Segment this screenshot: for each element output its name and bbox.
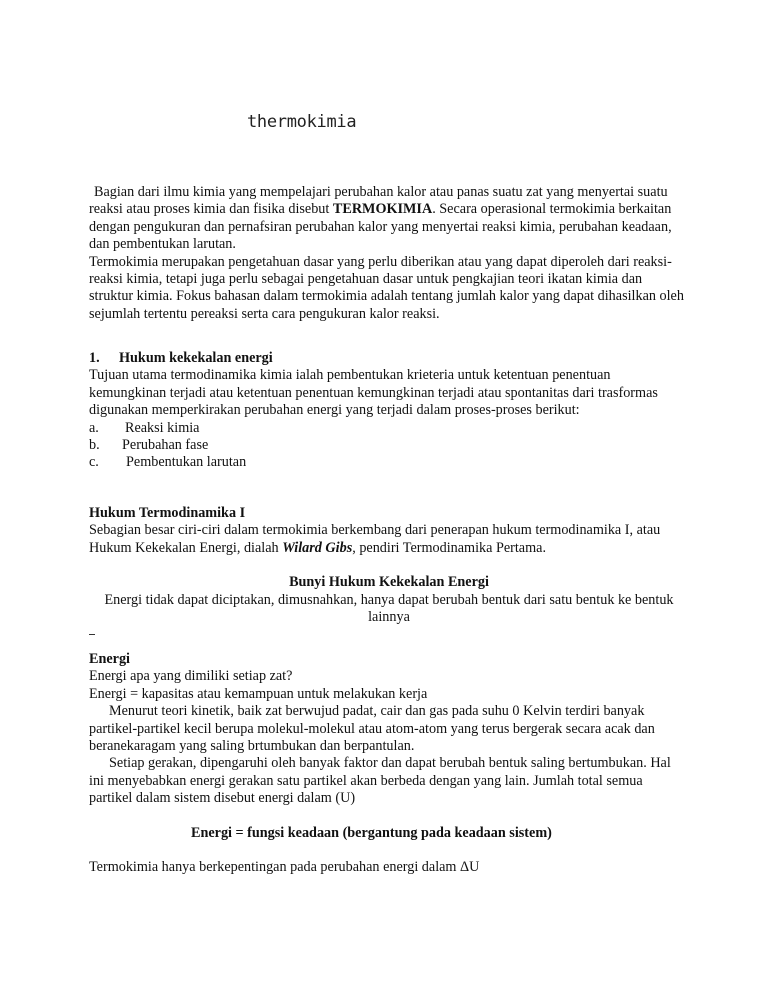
intro-text-a: Bagian dari ilmu kimia yang mempelajari perubahan kalor atau panas suatu zat yang menyertai suatu reaksi atau proses kimia dan fisika disebut — [89, 184, 668, 218]
section3-line1: Energi apa yang dimiliki setiap zat? — [89, 668, 293, 685]
intro-section — [89, 184, 689, 323]
section-energi — [89, 638, 689, 876]
list-item — [89, 437, 689, 454]
divider — [89, 634, 95, 635]
gibs-name: Wilard Gibs — [282, 539, 353, 556]
section3-para2: Setiap gerakan, dipengaruhi oleh banyak faktor dan dapat berubah bentuk saling bertumbukan. Hal ini menyebabkan energi gerakan satu partikel akan berbeda dengan yang lain. Jumlah total semua partikel dalam sistem disebut energi dalam (U) — [89, 755, 671, 807]
list-text: Reaksi kimia — [125, 419, 200, 436]
termokimia-term: TERMOKIMIA — [332, 201, 433, 218]
section3-para1: Menurut teori kinetik, baik zat berwujud padat, cair dan gas pada suhu 0 Kelvin terdiri banyak partikel-partikel kecil berupa molekul-molekul atau atom-atom yang terus bergerak secara acak dan beranekaragam yang saling brtumbukan dan berpantulan. — [89, 703, 655, 755]
list-item — [89, 420, 689, 437]
section1-number: 1. — [89, 350, 100, 366]
section2-text-b: , pendiri Termodinamika Pertama. — [352, 539, 546, 556]
section-termodinamika — [89, 505, 689, 626]
list-label: b. — [89, 437, 100, 454]
list-text: Perubahan fase — [122, 437, 209, 454]
document-title: thermokimia — [247, 112, 357, 132]
section3-last: Termokimia hanya berkepentingan pada perubahan energi dalam ΔU — [89, 859, 480, 876]
intro-paragraph-1 — [89, 184, 689, 254]
formula: Energi = fungsi keadaan (bergantung pada keadaan sistem) — [191, 824, 552, 841]
section3-line2: Energi = kapasitas atau kemampuan untuk melakukan kerja — [89, 685, 428, 702]
intro-text-b: . Secara operasional termokimia berkaitan dengan pengukuran dan pernafsiran perubahan kalor yang menyertai reaksi kimia, perubahan keadaan, dan pembentukan larutan. — [89, 201, 672, 253]
intro-paragraph-2: Termokimia merupakan pengetahuan dasar yang perlu diberikan atau yang dapat diperoleh dari reaksi-reaksi kimia, tetapi juga perlu sebagai pengetahuan dasar untuk pengkajian teori ikatan kimia dan struktur kimia. Fokus bahasan dalam termokimia adalah tentang jumlah kalor yang dapat dihasilkan oleh sejumlah tertentu pereaksi serta cara pengukuran kalor reaksi. — [89, 253, 684, 322]
law-title: Bunyi Hukum Kekekalan Energi — [289, 574, 489, 591]
section3-heading: Energi — [89, 651, 130, 667]
section1-heading — [89, 350, 689, 367]
list-text: Pembentukan larutan — [126, 454, 247, 471]
section1-body: Tujuan utama termodinamika kimia ialah pembentukan krieteria untuk ketentuan penentuan kemungkinan terjadi atau ketentuan penentuan kemungkinan terjadi atau spontanitas dari trasformas digunakan memperkirakan perubahan energi yang terjadi dalam proses-proses berikut: — [89, 367, 658, 419]
section1-title: Hukum kekekalan energi — [119, 350, 273, 366]
section2-heading: Hukum Termodinamika I — [89, 505, 246, 521]
section2-body — [89, 522, 689, 557]
section-hukum-kekekalan — [89, 350, 689, 472]
list-label: c. — [89, 454, 99, 471]
list-label: a. — [89, 419, 99, 436]
section2-text-a: Sebagian besar ciri-ciri dalam termokimia berkembang dari penerapan hukum termodinamika I, atau Hukum Kekekalan Energi, dialah — [89, 522, 661, 556]
list-item — [89, 454, 689, 471]
law-text: Energi tidak dapat diciptakan, dimusnahkan, hanya dapat berubah bentuk dari satu bentuk ke bentuk lainnya — [104, 591, 674, 626]
